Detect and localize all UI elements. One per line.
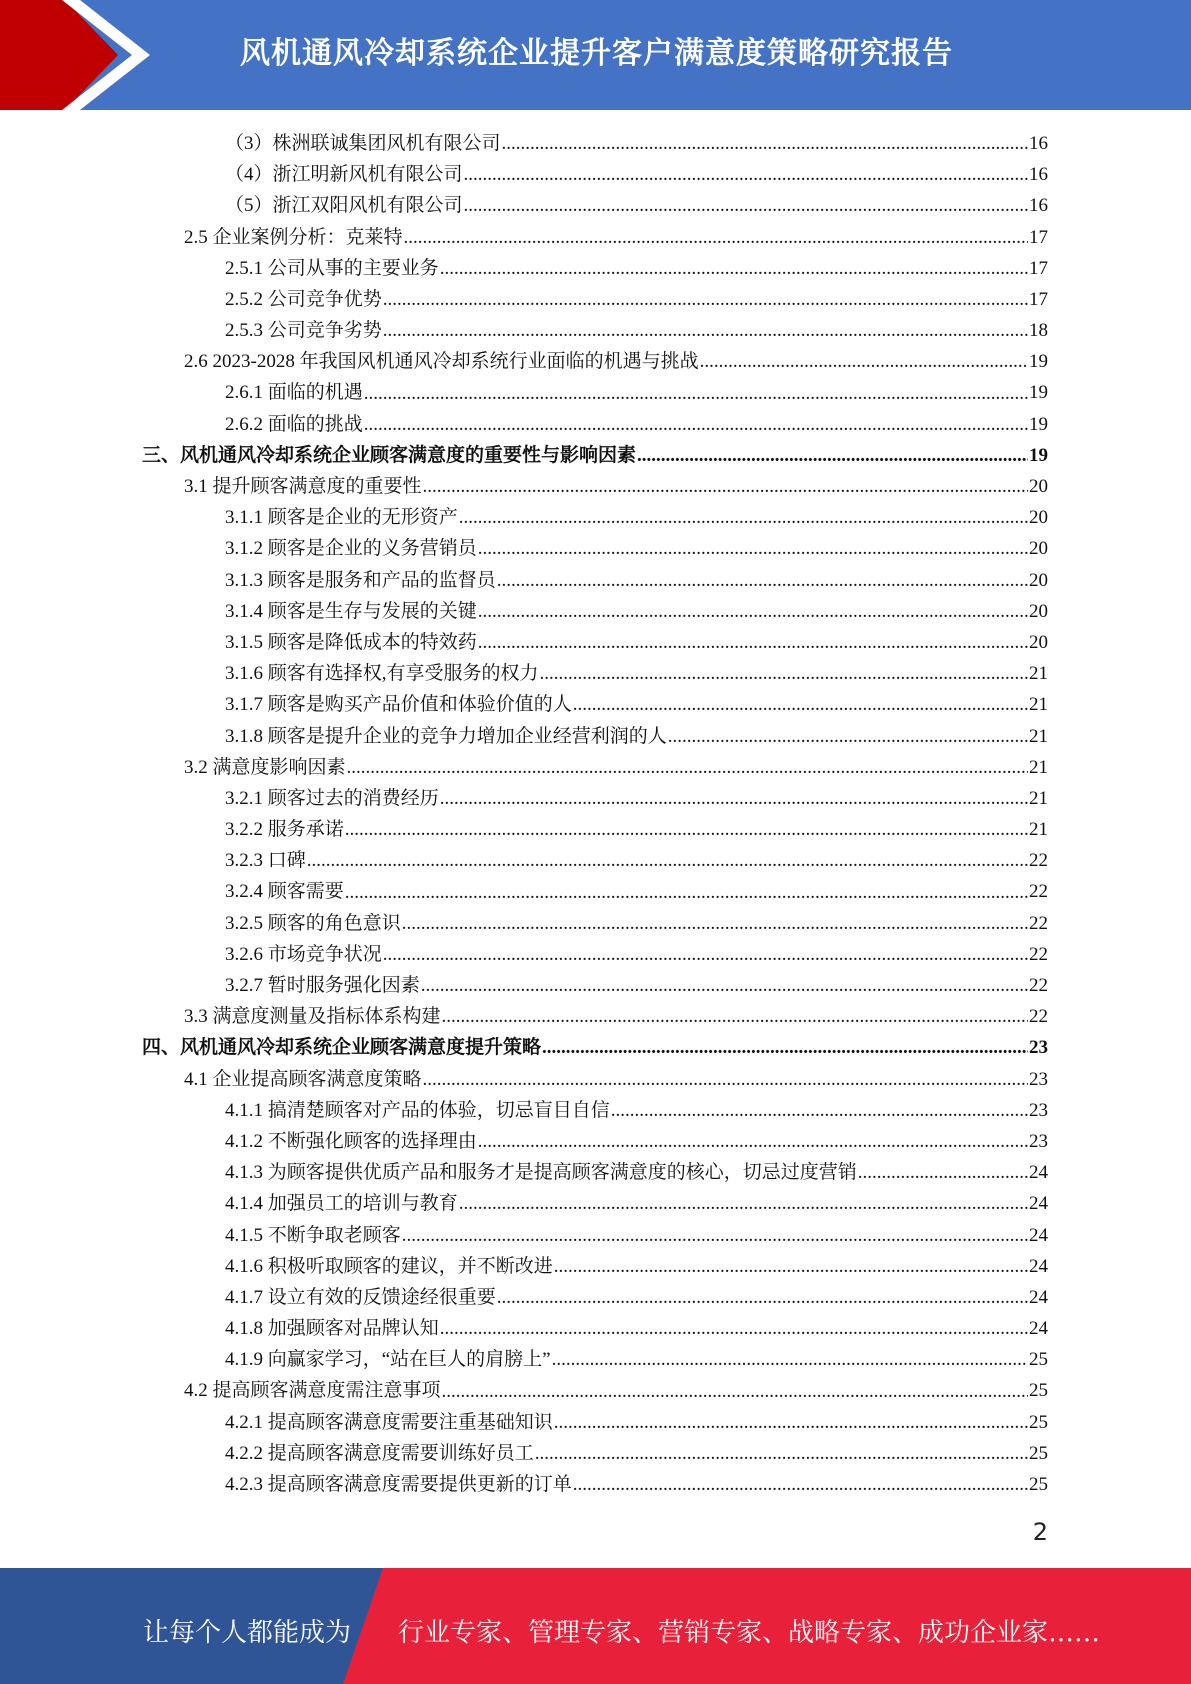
toc-entry-page: 24 bbox=[1029, 1193, 1048, 1215]
toc-entry-title: 4.1.9 向赢家学习，“站在巨人的肩膀上” bbox=[225, 1349, 551, 1371]
toc-entry-title: （3）株洲联诚集团风机有限公司 bbox=[225, 132, 501, 154]
toc-entry[interactable] bbox=[142, 1376, 1048, 1407]
toc-dot-leader bbox=[383, 939, 1028, 970]
toc-entry[interactable] bbox=[142, 1282, 1048, 1313]
toc-entry-page: 24 bbox=[1029, 1224, 1048, 1246]
toc-dot-leader bbox=[858, 1157, 1028, 1188]
toc-dot-leader bbox=[478, 1126, 1028, 1157]
toc-dot-leader bbox=[502, 128, 1028, 159]
toc-entry[interactable] bbox=[142, 471, 1048, 502]
toc-entry-page: 20 bbox=[1029, 631, 1048, 653]
toc-entry-page: 24 bbox=[1029, 1162, 1048, 1184]
toc-dot-leader bbox=[423, 1064, 1028, 1095]
toc-entry-title: 3.2.1 顾客过去的消费经历 bbox=[225, 787, 439, 809]
toc-entry[interactable] bbox=[142, 284, 1048, 315]
toc-entry-page: 25 bbox=[1029, 1380, 1048, 1402]
toc-entry-title: 2.6.1 面临的机遇 bbox=[225, 382, 363, 404]
toc-entry[interactable] bbox=[142, 1344, 1048, 1375]
toc-entry[interactable] bbox=[142, 1220, 1048, 1251]
toc-entry[interactable] bbox=[142, 565, 1048, 596]
toc-entry[interactable] bbox=[142, 378, 1048, 409]
toc-dot-leader bbox=[497, 1282, 1028, 1313]
toc-entry[interactable] bbox=[142, 1064, 1048, 1095]
toc-entry-title: 3.2.7 暂时服务强化因素 bbox=[225, 975, 420, 997]
toc-entry-page: 16 bbox=[1029, 132, 1048, 154]
toc-dot-leader bbox=[345, 814, 1028, 845]
toc-entry-page: 19 bbox=[1029, 351, 1048, 373]
toc-dot-leader bbox=[459, 502, 1028, 533]
toc-entry-title: 3.1.2 顾客是企业的义务营销员 bbox=[225, 538, 477, 560]
toc-dot-leader bbox=[573, 1469, 1028, 1500]
toc-entry[interactable] bbox=[142, 159, 1048, 190]
toc-entry-page: 21 bbox=[1029, 819, 1048, 841]
toc-entry[interactable] bbox=[142, 502, 1048, 533]
toc-entry-title: 4.2.1 提高顾客满意度需要注重基础知识 bbox=[225, 1411, 553, 1433]
toc-entry-page: 19 bbox=[1029, 413, 1048, 435]
toc-dot-leader bbox=[440, 783, 1028, 814]
toc-entry-page: 16 bbox=[1029, 164, 1048, 186]
toc-entry-page: 20 bbox=[1029, 569, 1048, 591]
toc-entry-title: 2.5.1 公司从事的主要业务 bbox=[225, 257, 439, 279]
toc-entry-title: 2.6.2 面临的挑战 bbox=[225, 413, 363, 435]
toc-entry-page: 25 bbox=[1029, 1411, 1048, 1433]
toc-entry-page: 19 bbox=[1029, 382, 1048, 404]
toc-dot-leader bbox=[459, 1188, 1028, 1219]
table-of-contents bbox=[142, 128, 1048, 1500]
toc-dot-leader bbox=[345, 877, 1028, 908]
toc-entry-title: 4.2.3 提高顾客满意度需要提供更新的订单 bbox=[225, 1474, 572, 1496]
toc-entry[interactable] bbox=[142, 1157, 1048, 1188]
toc-dot-leader bbox=[440, 1313, 1028, 1344]
toc-entry-title: 四、风机通风冷却系统企业顾客满意度提升策略 bbox=[142, 1037, 542, 1059]
toc-entry-page: 23 bbox=[1029, 1068, 1048, 1090]
toc-entry[interactable] bbox=[142, 877, 1048, 908]
toc-entry-page: 22 bbox=[1029, 1006, 1048, 1028]
toc-entry[interactable] bbox=[142, 658, 1048, 689]
toc-entry-page: 22 bbox=[1029, 881, 1048, 903]
toc-dot-leader bbox=[442, 1001, 1028, 1032]
toc-entry-title: 4.1.1 搞清楚顾客对产品的体验，切忌盲目自信 bbox=[225, 1099, 610, 1121]
toc-entry-title: 4.1.4 加强员工的培训与教育 bbox=[225, 1193, 458, 1215]
toc-entry-page: 21 bbox=[1029, 725, 1048, 747]
toc-entry[interactable] bbox=[142, 315, 1048, 346]
toc-entry-page: 25 bbox=[1029, 1474, 1048, 1496]
toc-dot-leader bbox=[402, 908, 1028, 939]
toc-entry-title: 4.1.5 不断争取老顾客 bbox=[225, 1224, 401, 1246]
toc-entry-title: 4.1.3 为顾客提供优质产品和服务才是提高顾客满意度的核心，切忌过度营销 bbox=[225, 1162, 857, 1184]
toc-entry-page: 20 bbox=[1029, 538, 1048, 560]
toc-entry[interactable] bbox=[142, 346, 1048, 377]
toc-entry-page: 18 bbox=[1029, 320, 1048, 342]
toc-entry-page: 20 bbox=[1029, 507, 1048, 529]
toc-entry-page: 19 bbox=[1029, 444, 1048, 466]
toc-dot-leader bbox=[307, 845, 1028, 876]
toc-dot-leader bbox=[383, 284, 1028, 315]
toc-dot-leader bbox=[637, 440, 1028, 471]
toc-entry-page: 20 bbox=[1029, 600, 1048, 622]
toc-dot-leader bbox=[611, 1095, 1028, 1126]
toc-entry-title: 3.3 满意度测量及指标体系构建 bbox=[184, 1006, 441, 1028]
toc-entry[interactable] bbox=[142, 1126, 1048, 1157]
toc-dot-leader bbox=[364, 409, 1028, 440]
toc-entry-title: （4）浙江明新风机有限公司 bbox=[225, 164, 463, 186]
toc-entry-page: 17 bbox=[1029, 288, 1048, 310]
toc-entry[interactable] bbox=[142, 970, 1048, 1001]
toc-dot-leader bbox=[540, 658, 1028, 689]
toc-dot-leader bbox=[383, 315, 1028, 346]
toc-dot-leader bbox=[478, 596, 1028, 627]
toc-entry-title: 3.2.2 服务承诺 bbox=[225, 819, 344, 841]
toc-entry-page: 24 bbox=[1029, 1318, 1048, 1340]
toc-dot-leader bbox=[464, 159, 1028, 190]
toc-entry-title: 3.2.5 顾客的角色意识 bbox=[225, 912, 401, 934]
toc-entry-page: 21 bbox=[1029, 694, 1048, 716]
toc-entry[interactable] bbox=[142, 752, 1048, 783]
toc-entry-page: 24 bbox=[1029, 1255, 1048, 1277]
toc-entry[interactable] bbox=[142, 1313, 1048, 1344]
page-number: 2 bbox=[1032, 1518, 1048, 1546]
toc-entry[interactable] bbox=[142, 128, 1048, 159]
toc-entry-page: 20 bbox=[1029, 476, 1048, 498]
toc-entry[interactable] bbox=[142, 253, 1048, 284]
toc-dot-leader bbox=[700, 346, 1028, 377]
toc-entry[interactable] bbox=[142, 1001, 1048, 1032]
report-title: 风机通风冷却系统企业提升客户满意度策略研究报告 bbox=[240, 36, 953, 71]
toc-entry-title: 3.1.7 顾客是购买产品价值和体验价值的人 bbox=[225, 694, 572, 716]
toc-entry-title: 3.1.5 顾客是降低成本的特效药 bbox=[225, 631, 477, 653]
footer-slogan-right: 行业专家、管理专家、营销专家、战略专家、成功企业家…… bbox=[398, 1618, 1101, 1648]
toc-entry-page: 21 bbox=[1029, 663, 1048, 685]
toc-dot-leader bbox=[423, 471, 1028, 502]
toc-entry[interactable] bbox=[142, 1407, 1048, 1438]
toc-entry-title: 3.2.3 口碑 bbox=[225, 850, 306, 872]
toc-entry-title: 4.1.6 积极听取顾客的建议，并不断改进 bbox=[225, 1255, 553, 1277]
toc-entry-title: 4.1.2 不断强化顾客的选择理由 bbox=[225, 1130, 477, 1152]
toc-entry-title: 3.2.6 市场竞争状况 bbox=[225, 943, 382, 965]
toc-entry-title: 4.2.2 提高顾客满意度需要训练好员工 bbox=[225, 1442, 534, 1464]
toc-dot-leader bbox=[404, 222, 1028, 253]
toc-entry-title: 3.1.1 顾客是企业的无形资产 bbox=[225, 507, 458, 529]
toc-entry[interactable] bbox=[142, 689, 1048, 720]
toc-entry-title: 三、风机通风冷却系统企业顾客满意度的重要性与影响因素 bbox=[142, 444, 637, 466]
toc-entry-page: 23 bbox=[1029, 1099, 1048, 1121]
page-footer bbox=[0, 1568, 1191, 1684]
toc-entry[interactable] bbox=[142, 721, 1048, 752]
toc-entry-title: 2.5.3 公司竞争劣势 bbox=[225, 320, 382, 342]
toc-entry[interactable] bbox=[142, 1469, 1048, 1500]
toc-entry-title: 4.1.7 设立有效的反馈途经很重要 bbox=[225, 1286, 496, 1308]
toc-entry[interactable] bbox=[142, 1438, 1048, 1469]
toc-entry-title: 2.6 2023-2028 年我国风机通风冷却系统行业面临的机遇与挑战 bbox=[184, 351, 699, 373]
toc-entry-title: 3.1.6 顾客有选择权,有享受服务的权力 bbox=[225, 663, 539, 685]
toc-dot-leader bbox=[573, 689, 1028, 720]
toc-entry[interactable] bbox=[142, 627, 1048, 658]
toc-entry-title: 2.5 企业案例分析：克莱特 bbox=[184, 226, 403, 248]
toc-dot-leader bbox=[552, 1344, 1028, 1375]
toc-entry-page: 22 bbox=[1029, 850, 1048, 872]
toc-entry-page: 17 bbox=[1029, 226, 1048, 248]
toc-entry[interactable] bbox=[142, 939, 1048, 970]
toc-entry[interactable] bbox=[142, 1188, 1048, 1219]
toc-dot-leader bbox=[542, 1032, 1028, 1063]
toc-dot-leader bbox=[442, 1376, 1028, 1407]
toc-entry-title: 3.1 提升顾客满意度的重要性 bbox=[184, 476, 422, 498]
toc-dot-leader bbox=[478, 627, 1028, 658]
toc-entry-page: 25 bbox=[1029, 1442, 1048, 1464]
toc-dot-leader bbox=[554, 1407, 1028, 1438]
toc-entry-title: 3.1.8 顾客是提升企业的竞争力增加企业经营利润的人 bbox=[225, 725, 667, 747]
toc-entry-title: 2.5.2 公司竞争优势 bbox=[225, 288, 382, 310]
toc-entry-page: 22 bbox=[1029, 943, 1048, 965]
toc-entry[interactable] bbox=[142, 533, 1048, 564]
toc-entry-page: 22 bbox=[1029, 912, 1048, 934]
toc-entry[interactable] bbox=[142, 409, 1048, 440]
toc-dot-leader bbox=[347, 752, 1028, 783]
toc-entry[interactable] bbox=[142, 596, 1048, 627]
toc-entry[interactable] bbox=[142, 440, 1048, 471]
toc-dot-leader bbox=[402, 1220, 1028, 1251]
toc-dot-leader bbox=[464, 190, 1028, 221]
toc-entry-page: 23 bbox=[1029, 1130, 1048, 1152]
toc-entry-page: 24 bbox=[1029, 1286, 1048, 1308]
toc-entry-title: 3.2 满意度影响因素 bbox=[184, 756, 346, 778]
toc-entry-title: 3.2.4 顾客需要 bbox=[225, 881, 344, 903]
toc-entry-page: 16 bbox=[1029, 195, 1048, 217]
toc-entry-title: 4.1.8 加强顾客对品牌认知 bbox=[225, 1318, 439, 1340]
toc-entry-page: 22 bbox=[1029, 975, 1048, 997]
toc-dot-leader bbox=[497, 565, 1028, 596]
toc-dot-leader bbox=[421, 970, 1028, 1001]
toc-entry[interactable] bbox=[142, 1251, 1048, 1282]
toc-entry[interactable] bbox=[142, 190, 1048, 221]
toc-entry[interactable] bbox=[142, 783, 1048, 814]
toc-entry[interactable] bbox=[142, 1095, 1048, 1126]
toc-entry-title: 4.2 提高顾客满意度需注意事项 bbox=[184, 1380, 441, 1402]
toc-entry-page: 21 bbox=[1029, 756, 1048, 778]
toc-dot-leader bbox=[478, 533, 1028, 564]
toc-dot-leader bbox=[554, 1251, 1028, 1282]
toc-entry-page: 21 bbox=[1029, 787, 1048, 809]
toc-entry[interactable] bbox=[142, 814, 1048, 845]
toc-entry-title: 4.1 企业提高顾客满意度策略 bbox=[184, 1068, 422, 1090]
footer-slogan-left: 让每个人都能成为 bbox=[143, 1618, 352, 1648]
toc-dot-leader bbox=[668, 721, 1028, 752]
toc-entry-page: 23 bbox=[1029, 1037, 1048, 1059]
toc-entry-title: （5）浙江双阳风机有限公司 bbox=[225, 195, 463, 217]
toc-dot-leader bbox=[440, 253, 1028, 284]
toc-entry-title: 3.1.3 顾客是服务和产品的监督员 bbox=[225, 569, 496, 591]
toc-entry[interactable] bbox=[142, 1032, 1048, 1063]
toc-entry[interactable] bbox=[142, 845, 1048, 876]
toc-entry[interactable] bbox=[142, 222, 1048, 253]
toc-dot-leader bbox=[364, 378, 1028, 409]
page-header bbox=[0, 0, 1191, 110]
toc-entry-page: 17 bbox=[1029, 257, 1048, 279]
toc-entry-page: 25 bbox=[1029, 1349, 1048, 1371]
toc-entry-title: 3.1.4 顾客是生存与发展的关键 bbox=[225, 600, 477, 622]
toc-dot-leader bbox=[535, 1438, 1028, 1469]
toc-entry[interactable] bbox=[142, 908, 1048, 939]
